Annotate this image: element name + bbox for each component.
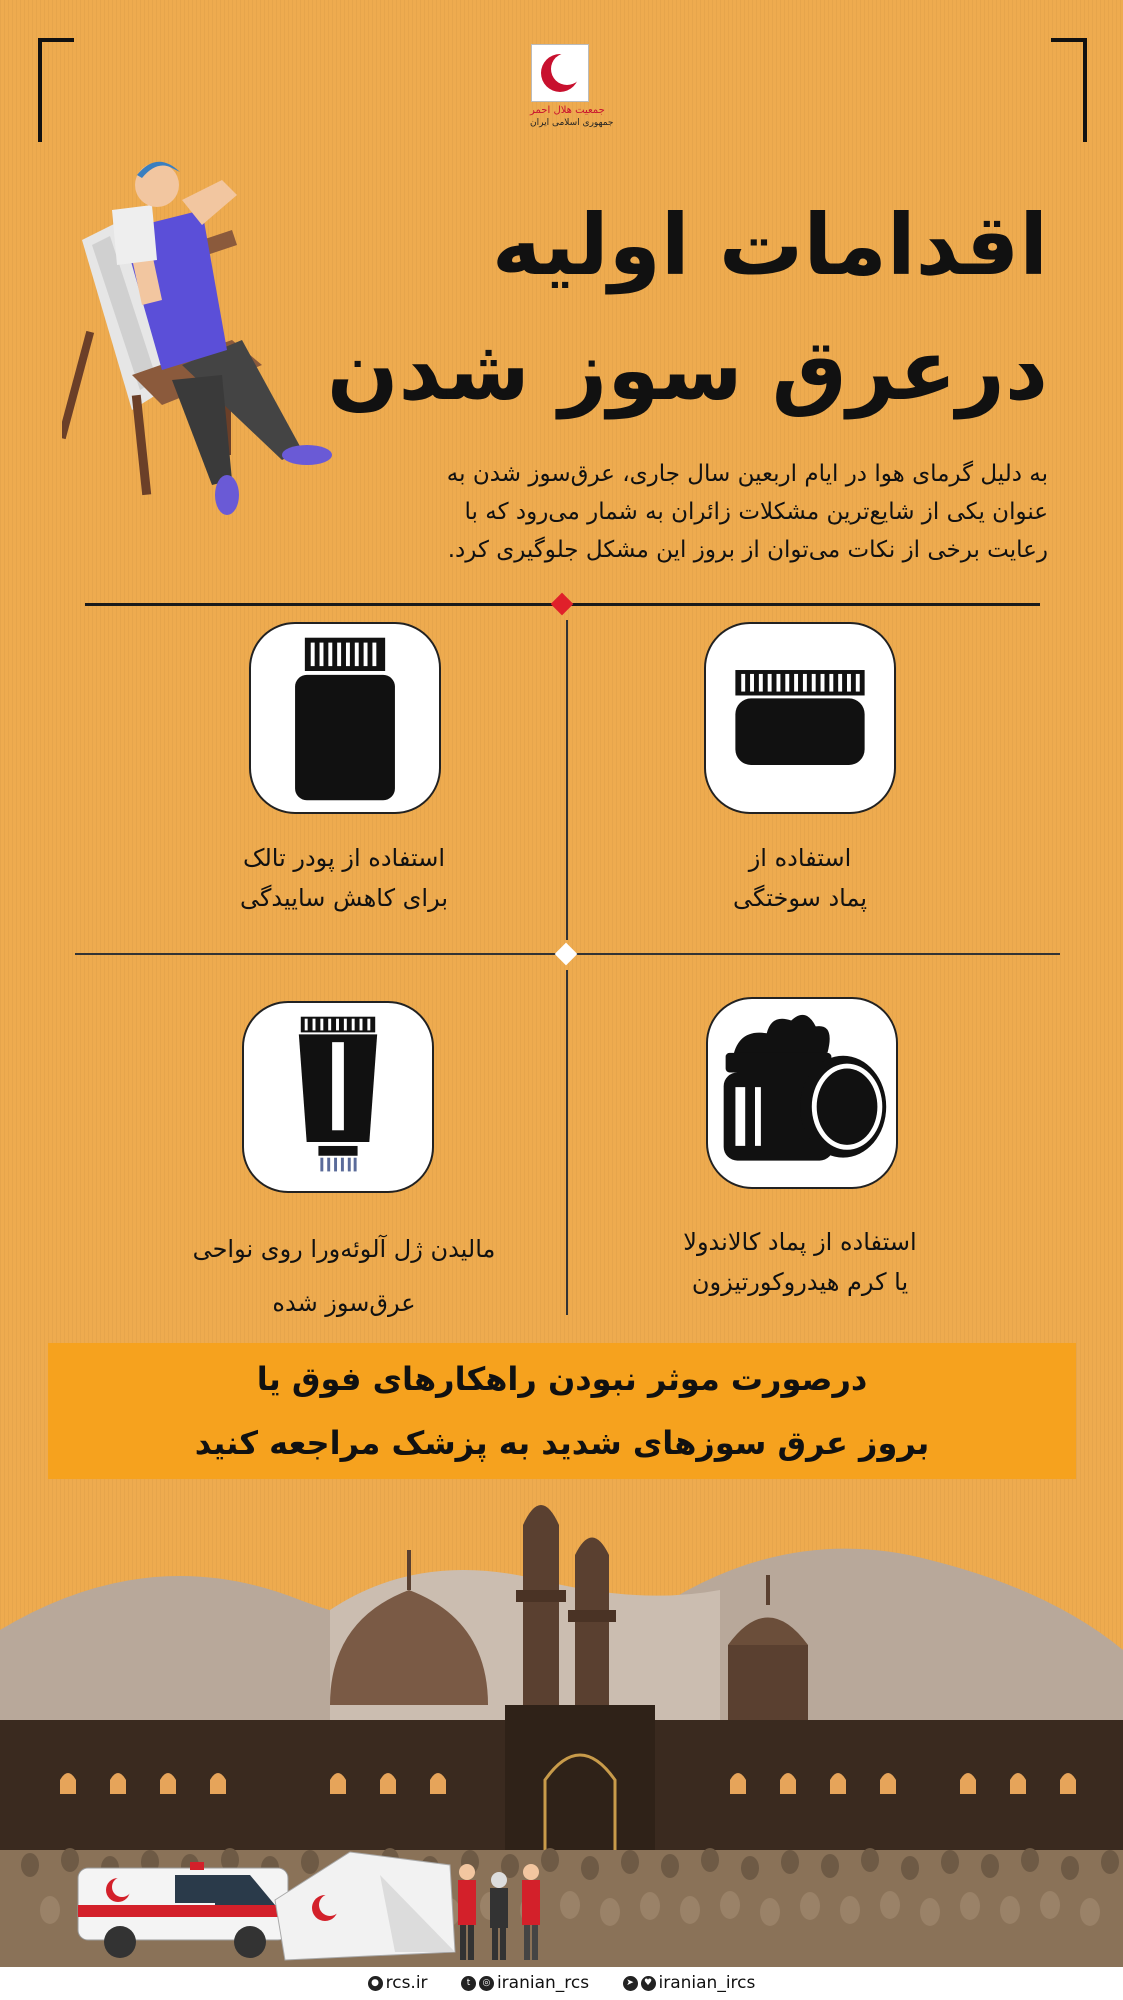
footer-social-bar	[0, 1967, 1123, 2000]
footer-telegram[interactable]	[623, 1973, 756, 1993]
intro-line3: رعایت برخی از نکات می‌توان از بروز این مشکل جلوگیری کرد.	[447, 537, 1048, 563]
footer-website[interactable]	[368, 1973, 428, 1993]
grid-vertical-line-top	[566, 620, 568, 940]
footer-website-text: rcs.ir	[385, 1973, 428, 1993]
logo-text-line1: جمعیت هلال احمر	[530, 105, 605, 116]
intro-line2: عنوان یکی از شایع‌ترین مشکلات زائران به شمار می‌رود که با	[464, 499, 1048, 525]
footer-telegram-text: iranian_ircs	[658, 1973, 756, 1993]
tip-ointment-caption	[620, 838, 980, 918]
logo-text-line2: جمهوری اسلامی ایران	[530, 118, 614, 128]
tip-ointment-line2: پماد سوختگی	[732, 884, 868, 912]
ointment-jar-icon	[704, 622, 896, 814]
title-line1: اقدامات اولیه	[491, 196, 1048, 294]
shrine-illustration	[0, 1480, 1123, 1967]
cream-jar-icon	[706, 997, 898, 1189]
tip-powder-line2: برای کاهش ساییدگی	[240, 884, 448, 912]
banner-line1: درصورت موثر نبودن راهکارهای فوق یا	[256, 1360, 868, 1398]
instagram-icon: ◎	[479, 1976, 494, 1991]
corner-bracket-right	[1051, 38, 1087, 142]
advice-banner	[48, 1343, 1076, 1479]
tip-gel-line2: عرق‌سوز شده	[272, 1289, 416, 1317]
gel-tube-icon	[242, 1001, 434, 1193]
title-line2: درعرق سوز شدن	[326, 321, 1048, 419]
top-divider-diamond	[551, 593, 574, 616]
footer-twitter[interactable]	[461, 1973, 589, 1993]
corner-bracket-left	[38, 38, 74, 142]
intro-paragraph	[370, 455, 1048, 569]
twitter-icon: t	[461, 1976, 476, 1991]
middle-divider-diamond	[555, 943, 578, 966]
powder-bottle-icon	[249, 622, 441, 814]
grid-vertical-line-bottom	[566, 970, 568, 1315]
tip-powder-line1: استفاده از پودر تالک	[242, 844, 446, 872]
banner-line2: بروز عرق سوزهای شدید به پزشک مراجعه کنید	[194, 1424, 930, 1462]
footer-twitter-text: iranian_rcs	[496, 1973, 590, 1993]
tip-ointment-line1: استفاده از	[748, 844, 852, 872]
intro-line1: به دلیل گرمای هوا در ایام اربعین سال جاری، عرق‌سوز شدن به	[446, 461, 1048, 487]
tip-gel-line1: مالیدن ژل آلوئه‌ورا روی نواحی	[192, 1235, 496, 1263]
globe-icon: ●	[368, 1976, 383, 1991]
telegram-icon: ➤	[623, 1976, 638, 1991]
tip-cream-line1: استفاده از پماد کالاندولا	[683, 1228, 917, 1256]
sweating-man-illustration	[62, 150, 352, 530]
tip-cream-line2: یا کرم هیدروکورتیزون	[691, 1268, 909, 1296]
crescent-icon	[531, 44, 589, 102]
tip-gel-caption	[164, 1222, 524, 1330]
tip-powder-caption	[164, 838, 524, 918]
tip-cream-caption	[620, 1222, 980, 1302]
heart-icon: ♥	[641, 1976, 656, 1991]
red-crescent-logo	[530, 44, 614, 129]
